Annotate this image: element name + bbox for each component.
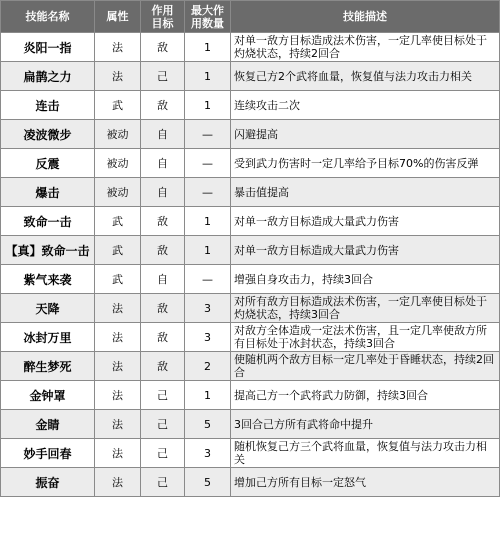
skill-attribute: 法 bbox=[95, 33, 141, 62]
table-row bbox=[1, 91, 500, 120]
header-target bbox=[141, 1, 185, 33]
table-row bbox=[1, 236, 500, 265]
skill-description: 随机恢复己方三个武将血量，恢复值与法力攻击力相关 bbox=[231, 439, 500, 468]
skill-description: 增强自身攻击力，持续3回合 bbox=[231, 265, 500, 294]
skill-name: 金钟罩 bbox=[1, 381, 95, 410]
skill-description: 受到武力伤害时一定几率给予目标70%的伤害反弹 bbox=[231, 149, 500, 178]
skill-name: 妙手回春 bbox=[1, 439, 95, 468]
skill-description: 3回合己方所有武将命中提升 bbox=[231, 410, 500, 439]
skill-attribute: 法 bbox=[95, 323, 141, 352]
header-count-line2: 用数量 bbox=[191, 16, 224, 30]
skill-target: 自 bbox=[141, 178, 185, 207]
skill-description: 连续攻击二次 bbox=[231, 91, 500, 120]
table-header-row bbox=[1, 1, 500, 33]
skill-max-count: — bbox=[185, 149, 231, 178]
skill-attribute: 法 bbox=[95, 62, 141, 91]
skill-attribute: 武 bbox=[95, 236, 141, 265]
skill-target: 己 bbox=[141, 468, 185, 497]
skill-description: 对单一敌方目标造成法术伤害，一定几率使目标处于灼烧状态，持续2回合 bbox=[231, 33, 500, 62]
skill-target: 敌 bbox=[141, 294, 185, 323]
skill-description: 对敌方全体造成一定法术伤害，且一定几率使敌方所有目标处于冰封状态，持续3回合 bbox=[231, 323, 500, 352]
skill-name: 反震 bbox=[1, 149, 95, 178]
table-row bbox=[1, 468, 500, 497]
table-row bbox=[1, 120, 500, 149]
skill-attribute: 武 bbox=[95, 91, 141, 120]
skill-description: 暴击值提高 bbox=[231, 178, 500, 207]
skill-attribute: 法 bbox=[95, 294, 141, 323]
skill-attribute: 被动 bbox=[95, 120, 141, 149]
skill-name: 爆击 bbox=[1, 178, 95, 207]
skill-target: 敌 bbox=[141, 352, 185, 381]
skill-max-count: 3 bbox=[185, 323, 231, 352]
skill-description: 对所有敌方目标造成法术伤害，一定几率使目标处于灼烧状态，持续3回合 bbox=[231, 294, 500, 323]
skill-description: 提高己方一个武将武力防御，持续3回合 bbox=[231, 381, 500, 410]
skill-name: 金睛 bbox=[1, 410, 95, 439]
skill-description: 闪避提高 bbox=[231, 120, 500, 149]
skill-name: 炎阳一指 bbox=[1, 33, 95, 62]
skill-max-count: 1 bbox=[185, 207, 231, 236]
skill-description: 对单一敌方目标造成大量武力伤害 bbox=[231, 236, 500, 265]
skill-description: 恢复己方2个武将血量，恢复值与法力攻击力相关 bbox=[231, 62, 500, 91]
table-row bbox=[1, 207, 500, 236]
skill-max-count: 2 bbox=[185, 352, 231, 381]
skill-target: 己 bbox=[141, 62, 185, 91]
skill-name: 连击 bbox=[1, 91, 95, 120]
skill-max-count: 3 bbox=[185, 439, 231, 468]
table-row bbox=[1, 381, 500, 410]
table-row bbox=[1, 352, 500, 381]
skill-name: 致命一击 bbox=[1, 207, 95, 236]
skill-target: 敌 bbox=[141, 323, 185, 352]
header-target-line2: 目标 bbox=[151, 16, 174, 30]
skill-name: 振奋 bbox=[1, 468, 95, 497]
skill-attribute: 武 bbox=[95, 207, 141, 236]
table-row bbox=[1, 149, 500, 178]
skill-target: 自 bbox=[141, 149, 185, 178]
table-row bbox=[1, 410, 500, 439]
header-max-count bbox=[185, 1, 231, 33]
skill-description: 使随机两个敌方目标一定几率处于昏睡状态，持续2回合 bbox=[231, 352, 500, 381]
table-row bbox=[1, 294, 500, 323]
table-row bbox=[1, 33, 500, 62]
skill-name: 【真】致命一击 bbox=[1, 236, 95, 265]
skill-attribute: 武 bbox=[95, 265, 141, 294]
skill-max-count: — bbox=[185, 265, 231, 294]
skill-max-count: — bbox=[185, 178, 231, 207]
header-count-line1: 最大作 bbox=[191, 3, 224, 17]
skill-name: 凌波微步 bbox=[1, 120, 95, 149]
skill-max-count: 5 bbox=[185, 410, 231, 439]
skill-target: 敌 bbox=[141, 91, 185, 120]
skill-target: 己 bbox=[141, 439, 185, 468]
skill-name: 紫气来袭 bbox=[1, 265, 95, 294]
skill-max-count: 3 bbox=[185, 294, 231, 323]
header-description: 技能描述 bbox=[231, 1, 500, 33]
skill-attribute: 被动 bbox=[95, 178, 141, 207]
skill-max-count: 1 bbox=[185, 62, 231, 91]
skill-attribute: 法 bbox=[95, 381, 141, 410]
table-row bbox=[1, 439, 500, 468]
header-attribute: 属性 bbox=[95, 1, 141, 33]
skill-name: 扁鹊之力 bbox=[1, 62, 95, 91]
skill-max-count: 5 bbox=[185, 468, 231, 497]
skill-max-count: 1 bbox=[185, 236, 231, 265]
skill-attribute: 被动 bbox=[95, 149, 141, 178]
skill-attribute: 法 bbox=[95, 352, 141, 381]
skill-target: 自 bbox=[141, 265, 185, 294]
table-row bbox=[1, 265, 500, 294]
skill-target: 敌 bbox=[141, 33, 185, 62]
skill-target: 敌 bbox=[141, 236, 185, 265]
header-target-line1: 作用 bbox=[151, 3, 174, 17]
skill-max-count: 1 bbox=[185, 33, 231, 62]
table-row bbox=[1, 62, 500, 91]
skill-target: 己 bbox=[141, 381, 185, 410]
skill-name: 醉生梦死 bbox=[1, 352, 95, 381]
skill-name: 冰封万里 bbox=[1, 323, 95, 352]
header-skill-name: 技能名称 bbox=[1, 1, 95, 33]
skill-attribute: 法 bbox=[95, 410, 141, 439]
skill-max-count: 1 bbox=[185, 91, 231, 120]
table-row bbox=[1, 178, 500, 207]
skill-description: 对单一敌方目标造成大量武力伤害 bbox=[231, 207, 500, 236]
skill-max-count: — bbox=[185, 120, 231, 149]
table-row bbox=[1, 323, 500, 352]
skill-name: 天降 bbox=[1, 294, 95, 323]
skill-target: 自 bbox=[141, 120, 185, 149]
skill-attribute: 法 bbox=[95, 439, 141, 468]
skill-attribute: 法 bbox=[95, 468, 141, 497]
skill-target: 敌 bbox=[141, 207, 185, 236]
skill-description: 增加己方所有目标一定怒气 bbox=[231, 468, 500, 497]
skill-target: 己 bbox=[141, 410, 185, 439]
skill-max-count: 1 bbox=[185, 381, 231, 410]
